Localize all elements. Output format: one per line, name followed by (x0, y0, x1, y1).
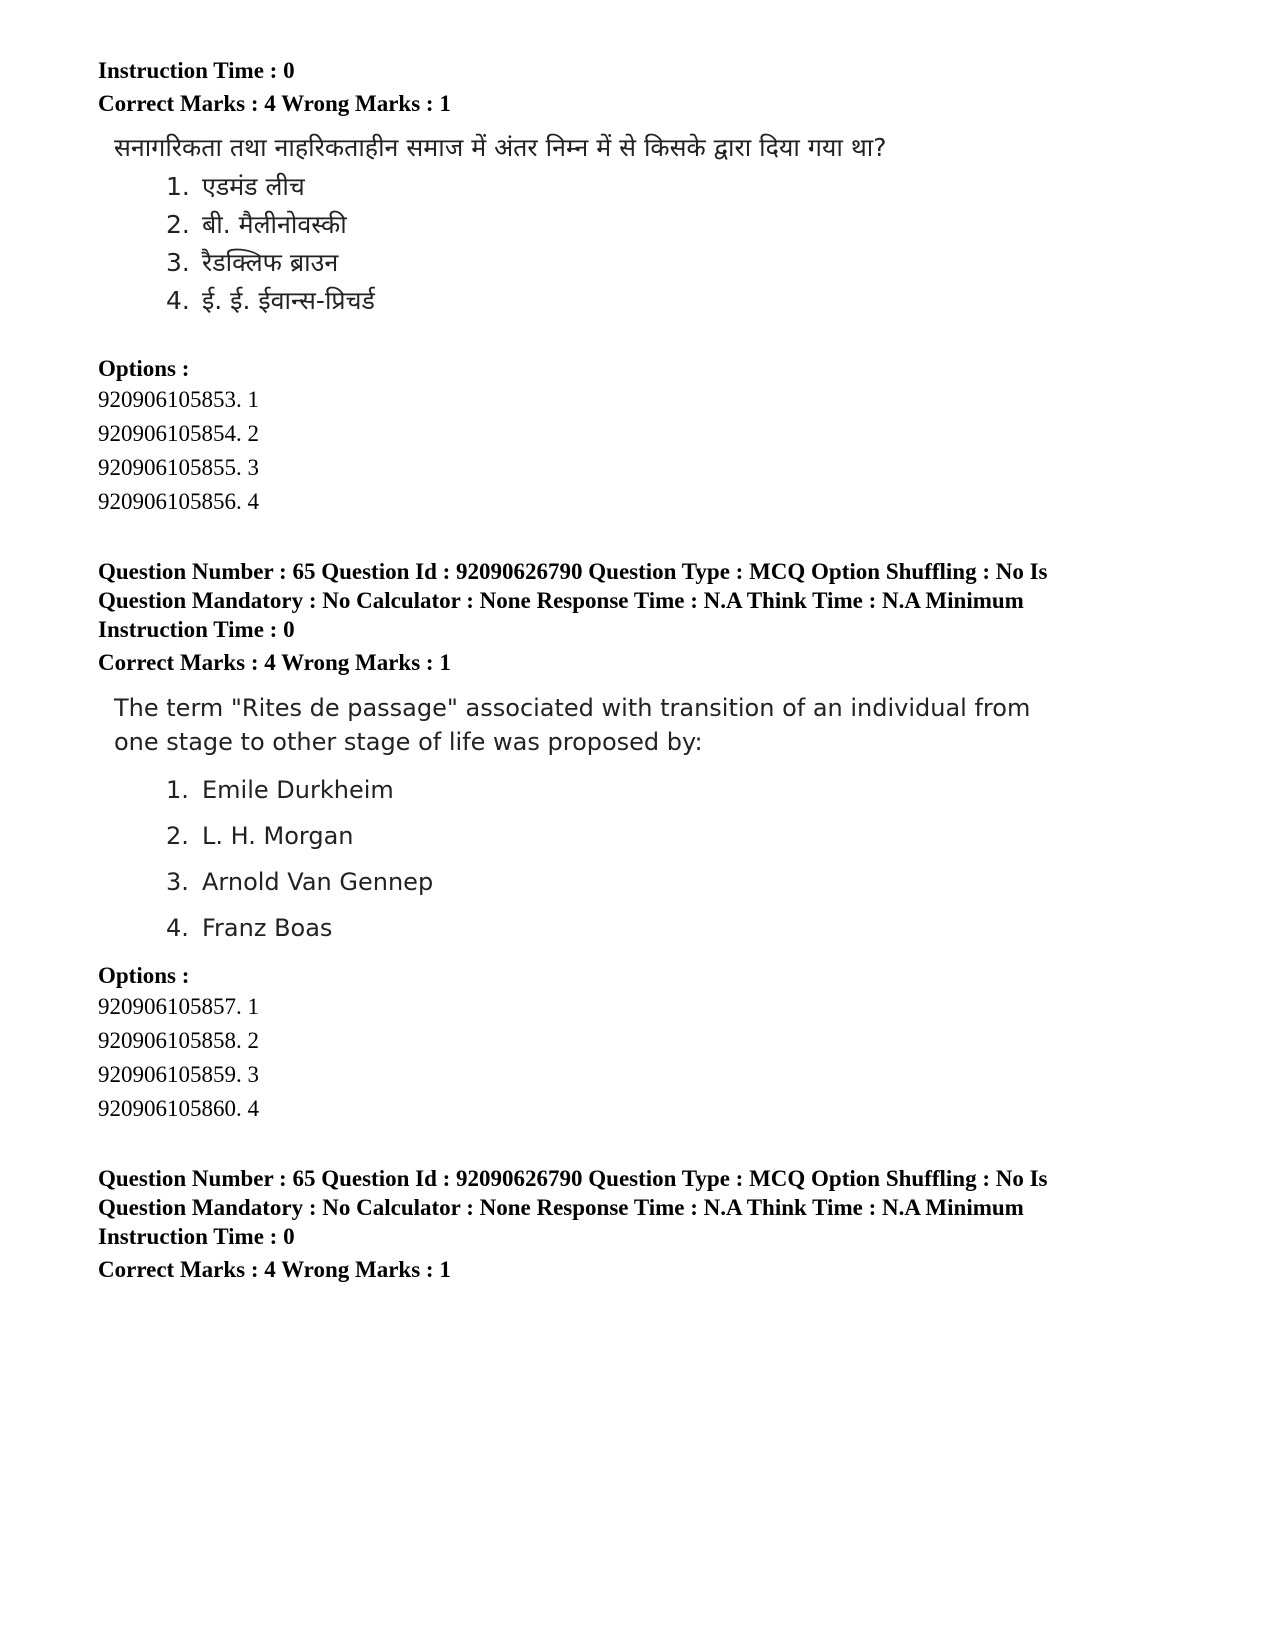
choice-item: 1. एडमंड लीच (166, 172, 305, 201)
question-text: सनागरिकता तथा नाहरिकताहीन समाज में अंतर निम्न में से किसके द्वारा दिया गया था? (114, 133, 887, 162)
choice-item: 4. ई. ई. ईवान्स-प्रिचर्ड (166, 286, 375, 315)
question-meta-line: Question Number : 65 Question Id : 92090626790 Question Type : MCQ Option Shuffling : No Is (98, 1166, 1048, 1191)
options-heading: Options : (98, 963, 190, 988)
choice-item: 3. रैडक्लिफ ब्राउन (166, 248, 339, 277)
question-meta-line: Question Mandatory : No Calculator : None Response Time : N.A Think Time : N.A Minimum (98, 1195, 1024, 1220)
question-image (114, 691, 1188, 951)
document-page (98, 56, 1188, 1284)
question-text-line: one stage to other stage of life was proposed by: (114, 728, 703, 756)
choice-item: 3. Arnold Van Gennep (166, 868, 434, 896)
option-item: 920906105853. 1 (98, 387, 259, 412)
option-item: 920906105854. 2 (98, 421, 259, 446)
choice-list (114, 767, 1188, 951)
choice-item: 2. बी. मैलीनोवस्की (166, 210, 347, 239)
option-item: 920906105860. 4 (98, 1096, 259, 1121)
choice-item: 2. L. H. Morgan (166, 822, 354, 850)
option-item: 920906105858. 2 (98, 1028, 259, 1053)
instruction-time: Instruction Time : 0 (98, 1224, 295, 1249)
question-block-1 (98, 56, 1188, 519)
option-item: 920906105856. 4 (98, 489, 259, 514)
question-meta-line: Question Mandatory : No Calculator : None Response Time : N.A Think Time : N.A Minimum (98, 588, 1024, 613)
question-image (114, 128, 1188, 320)
question-block-2 (98, 557, 1188, 1126)
option-item: 920906105859. 3 (98, 1062, 259, 1087)
instruction-time: Instruction Time : 0 (98, 58, 295, 83)
choice-list (114, 168, 1188, 320)
marks-line: Correct Marks : 4 Wrong Marks : 1 (98, 650, 451, 675)
choice-item: 1. Emile Durkheim (166, 776, 394, 804)
marks-line: Correct Marks : 4 Wrong Marks : 1 (98, 1257, 451, 1282)
question-block-3 (98, 1164, 1188, 1284)
option-item: 920906105857. 1 (98, 994, 259, 1019)
question-meta-line: Question Number : 65 Question Id : 92090626790 Question Type : MCQ Option Shuffling : No Is (98, 559, 1048, 584)
options-list (98, 990, 1188, 1126)
question-text-line: The term "Rites de passage" associated with transition of an individual from (114, 694, 1031, 722)
choice-item: 4. Franz Boas (166, 914, 333, 942)
instruction-time: Instruction Time : 0 (98, 617, 295, 642)
marks-line: Correct Marks : 4 Wrong Marks : 1 (98, 91, 451, 116)
option-item: 920906105855. 3 (98, 455, 259, 480)
options-list (98, 383, 1188, 519)
options-heading: Options : (98, 356, 190, 381)
